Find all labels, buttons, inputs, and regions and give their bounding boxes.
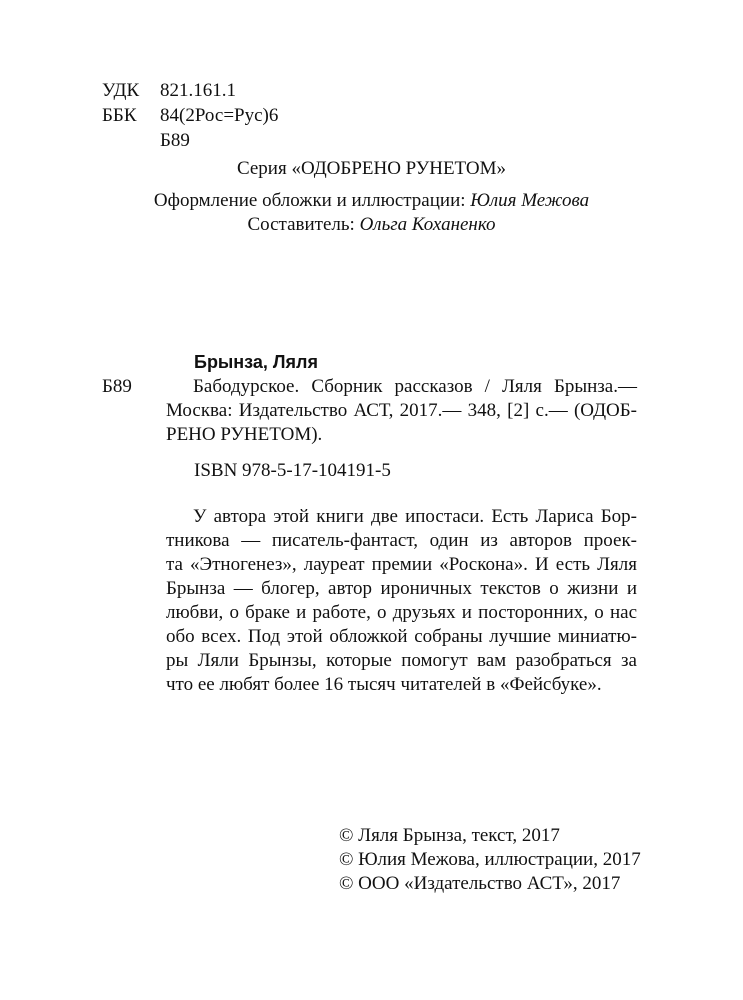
annotation-line: обо всех. Под этой обложкой собраны лучшие миниатю- bbox=[166, 626, 637, 647]
design-label: Оформление обложки и иллюстрации: bbox=[153, 190, 471, 211]
author-heading: Брынза, Ляля bbox=[194, 352, 318, 372]
copyright-publisher: © ООО «Издательство АСТ», 2017 bbox=[339, 873, 621, 894]
annotation-line: Брынза — блогер, автор ироничных текстов о жизни и bbox=[166, 578, 637, 599]
design-credit bbox=[0, 189, 743, 213]
compiler-credit bbox=[0, 213, 743, 237]
design-name: Юлия Межова bbox=[470, 190, 590, 211]
description-line: Москва: Издательство АСТ, 2017.— 348, [2] с.— (ОДОБ- bbox=[166, 400, 637, 421]
annotation-line: та «Этногенез», лауреат премии «Роскона». И есть Ляля bbox=[166, 554, 637, 575]
udk-label: УДК bbox=[102, 80, 140, 101]
copyright-text: © Ляля Брынза, текст, 2017 bbox=[339, 825, 560, 846]
annotation-line: тникова — писатель-фантаст, один из авторов проек- bbox=[166, 530, 637, 551]
annotation-line: ры Ляли Брынзы, которые помогут вам разобраться за bbox=[166, 650, 637, 671]
annotation-line: что ее любят более 16 тысяч читателей в «Фейсбуке». bbox=[166, 674, 602, 695]
udk-value: 821.161.1 bbox=[160, 80, 236, 101]
author-mark-top: Б89 bbox=[160, 130, 190, 151]
compiler-name: Ольга Коханенко bbox=[359, 214, 496, 235]
copyright-illustrations: © Юлия Межова, иллюстрации, 2017 bbox=[339, 849, 641, 870]
author-mark: Б89 bbox=[102, 376, 132, 397]
description-line: Бабодурское. Сборник рассказов / Ляля Брынза.— bbox=[193, 376, 637, 397]
bibliographic-description bbox=[166, 375, 637, 447]
description-line: РЕНО РУНЕТОМ). bbox=[166, 424, 323, 445]
isbn: ISBN 978-5-17-104191-5 bbox=[194, 460, 391, 481]
annotation-line: любви, о браке и работе, о друзьях и посторонних, о нас bbox=[166, 602, 637, 623]
bbk-label: ББК bbox=[102, 105, 137, 126]
annotation-line: У автора этой книги две ипостаси. Есть Лариса Бор- bbox=[193, 506, 637, 527]
annotation bbox=[166, 505, 637, 697]
compiler-label: Составитель: bbox=[247, 214, 360, 235]
bbk-value: 84(2Рос=Рус)6 bbox=[160, 105, 279, 126]
series-line: Серия «ОДОБРЕНО РУНЕТОМ» bbox=[236, 158, 507, 179]
